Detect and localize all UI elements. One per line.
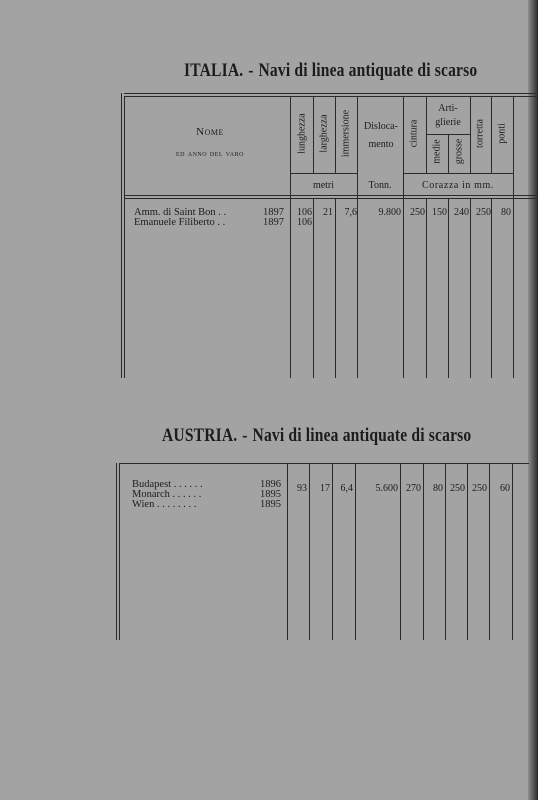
header-ponti: ponti bbox=[496, 123, 508, 144]
immersione-value: 6,4 bbox=[340, 483, 353, 494]
header-medie: medie bbox=[431, 139, 443, 164]
col-rule bbox=[513, 96, 514, 378]
header-larghezza: larghezza bbox=[318, 114, 330, 153]
col-rule bbox=[403, 96, 404, 378]
header-artiglierie-2: glierie bbox=[435, 117, 461, 128]
italia-title-dash: - bbox=[248, 60, 254, 81]
lunghezza-value: 106 bbox=[297, 217, 312, 228]
col-rule bbox=[448, 134, 449, 173]
header-dislocamento-1: Disloca- bbox=[364, 121, 398, 132]
italia-metri-rule bbox=[290, 173, 357, 174]
header-torretta: torretta bbox=[474, 119, 486, 148]
header-metri: metri bbox=[312, 180, 335, 191]
ponti-value: 80 bbox=[501, 207, 511, 218]
header-immersione: immersione bbox=[340, 109, 352, 158]
larghezza-value: 21 bbox=[323, 207, 333, 218]
col-rule bbox=[491, 198, 492, 378]
dislocamento-value: 9.800 bbox=[378, 207, 401, 218]
header-cintura: cintura bbox=[408, 119, 420, 148]
ship-year: 1897 bbox=[263, 207, 284, 218]
ship-name: Wien . . . . . . . . bbox=[132, 499, 197, 510]
italia-top-rule-2 bbox=[124, 96, 538, 97]
col-rule bbox=[313, 198, 314, 378]
lunghezza-value: 106 bbox=[297, 207, 312, 218]
header-anno-varo: ed anno del varo bbox=[176, 148, 244, 158]
header-nome: Nome bbox=[196, 126, 224, 138]
italia-title-rest: Navi di linea antiquate di scarso bbox=[258, 60, 478, 81]
italia-corazza-rule bbox=[403, 173, 513, 174]
ship-year: 1895 bbox=[260, 489, 281, 500]
torretta-value: 250 bbox=[472, 483, 487, 494]
italia-left-rule bbox=[121, 93, 122, 378]
col-rule bbox=[357, 96, 358, 378]
header-grosse: grosse bbox=[453, 138, 465, 165]
ponti-value: 60 bbox=[500, 483, 510, 494]
header-corazza: Corazza in mm. bbox=[422, 180, 494, 191]
italia-top-rule bbox=[124, 93, 538, 94]
ship-year: 1895 bbox=[260, 499, 281, 510]
austria-title-rest: Navi di linea antiquate di scarso bbox=[252, 425, 472, 446]
dislocamento-value: 5.600 bbox=[375, 483, 398, 494]
cintura-value: 270 bbox=[406, 483, 421, 494]
ship-year: 1897 bbox=[263, 217, 284, 228]
ship-name: Emanuele Filiberto . . bbox=[134, 217, 226, 228]
grosse-value: 240 bbox=[454, 207, 469, 218]
italia-header-bottom-rule-2 bbox=[124, 198, 538, 199]
col-rule bbox=[470, 198, 471, 378]
ship-name: Monarch . . . . . . bbox=[132, 489, 202, 500]
austria-left-rule bbox=[116, 463, 117, 640]
header-artiglierie-1: Arti- bbox=[438, 103, 458, 114]
lunghezza-value: 93 bbox=[297, 483, 307, 494]
col-rule bbox=[313, 96, 314, 173]
col-rule bbox=[470, 96, 471, 173]
header-lunghezza: lunghezza bbox=[296, 113, 308, 154]
ship-name: Amm. di Saint Bon . . bbox=[134, 207, 227, 218]
larghezza-value: 17 bbox=[320, 483, 330, 494]
italia-left-rule-2 bbox=[124, 96, 125, 378]
page-edge-shadow bbox=[528, 0, 538, 800]
col-rule bbox=[290, 96, 291, 378]
header-dislocamento-2: mento bbox=[368, 139, 394, 150]
austria-title bbox=[162, 425, 471, 447]
col-rule bbox=[448, 198, 449, 378]
austria-left-rule-2 bbox=[119, 463, 120, 640]
italia-title-country: ITALIA. bbox=[184, 60, 244, 81]
medie-value: 150 bbox=[432, 207, 447, 218]
torretta-value: 250 bbox=[476, 207, 491, 218]
italia-header-bottom-rule bbox=[124, 195, 538, 196]
header-tonn: Tonn. bbox=[368, 180, 392, 191]
cintura-value: 250 bbox=[410, 207, 425, 218]
austria-title-dash: - bbox=[242, 425, 248, 446]
col-rule bbox=[491, 96, 492, 173]
col-rule bbox=[426, 198, 427, 378]
austria-title-country: AUSTRIA. bbox=[162, 425, 238, 446]
col-rule bbox=[335, 198, 336, 378]
col-rule bbox=[512, 463, 513, 640]
medie-value: 80 bbox=[433, 483, 443, 494]
italia-title bbox=[184, 60, 477, 82]
grosse-value: 250 bbox=[450, 483, 465, 494]
ship-name: Budapest . . . . . . bbox=[132, 479, 203, 490]
ship-year: 1896 bbox=[260, 479, 281, 490]
immersione-value: 7,6 bbox=[344, 207, 357, 218]
col-rule bbox=[335, 96, 336, 173]
